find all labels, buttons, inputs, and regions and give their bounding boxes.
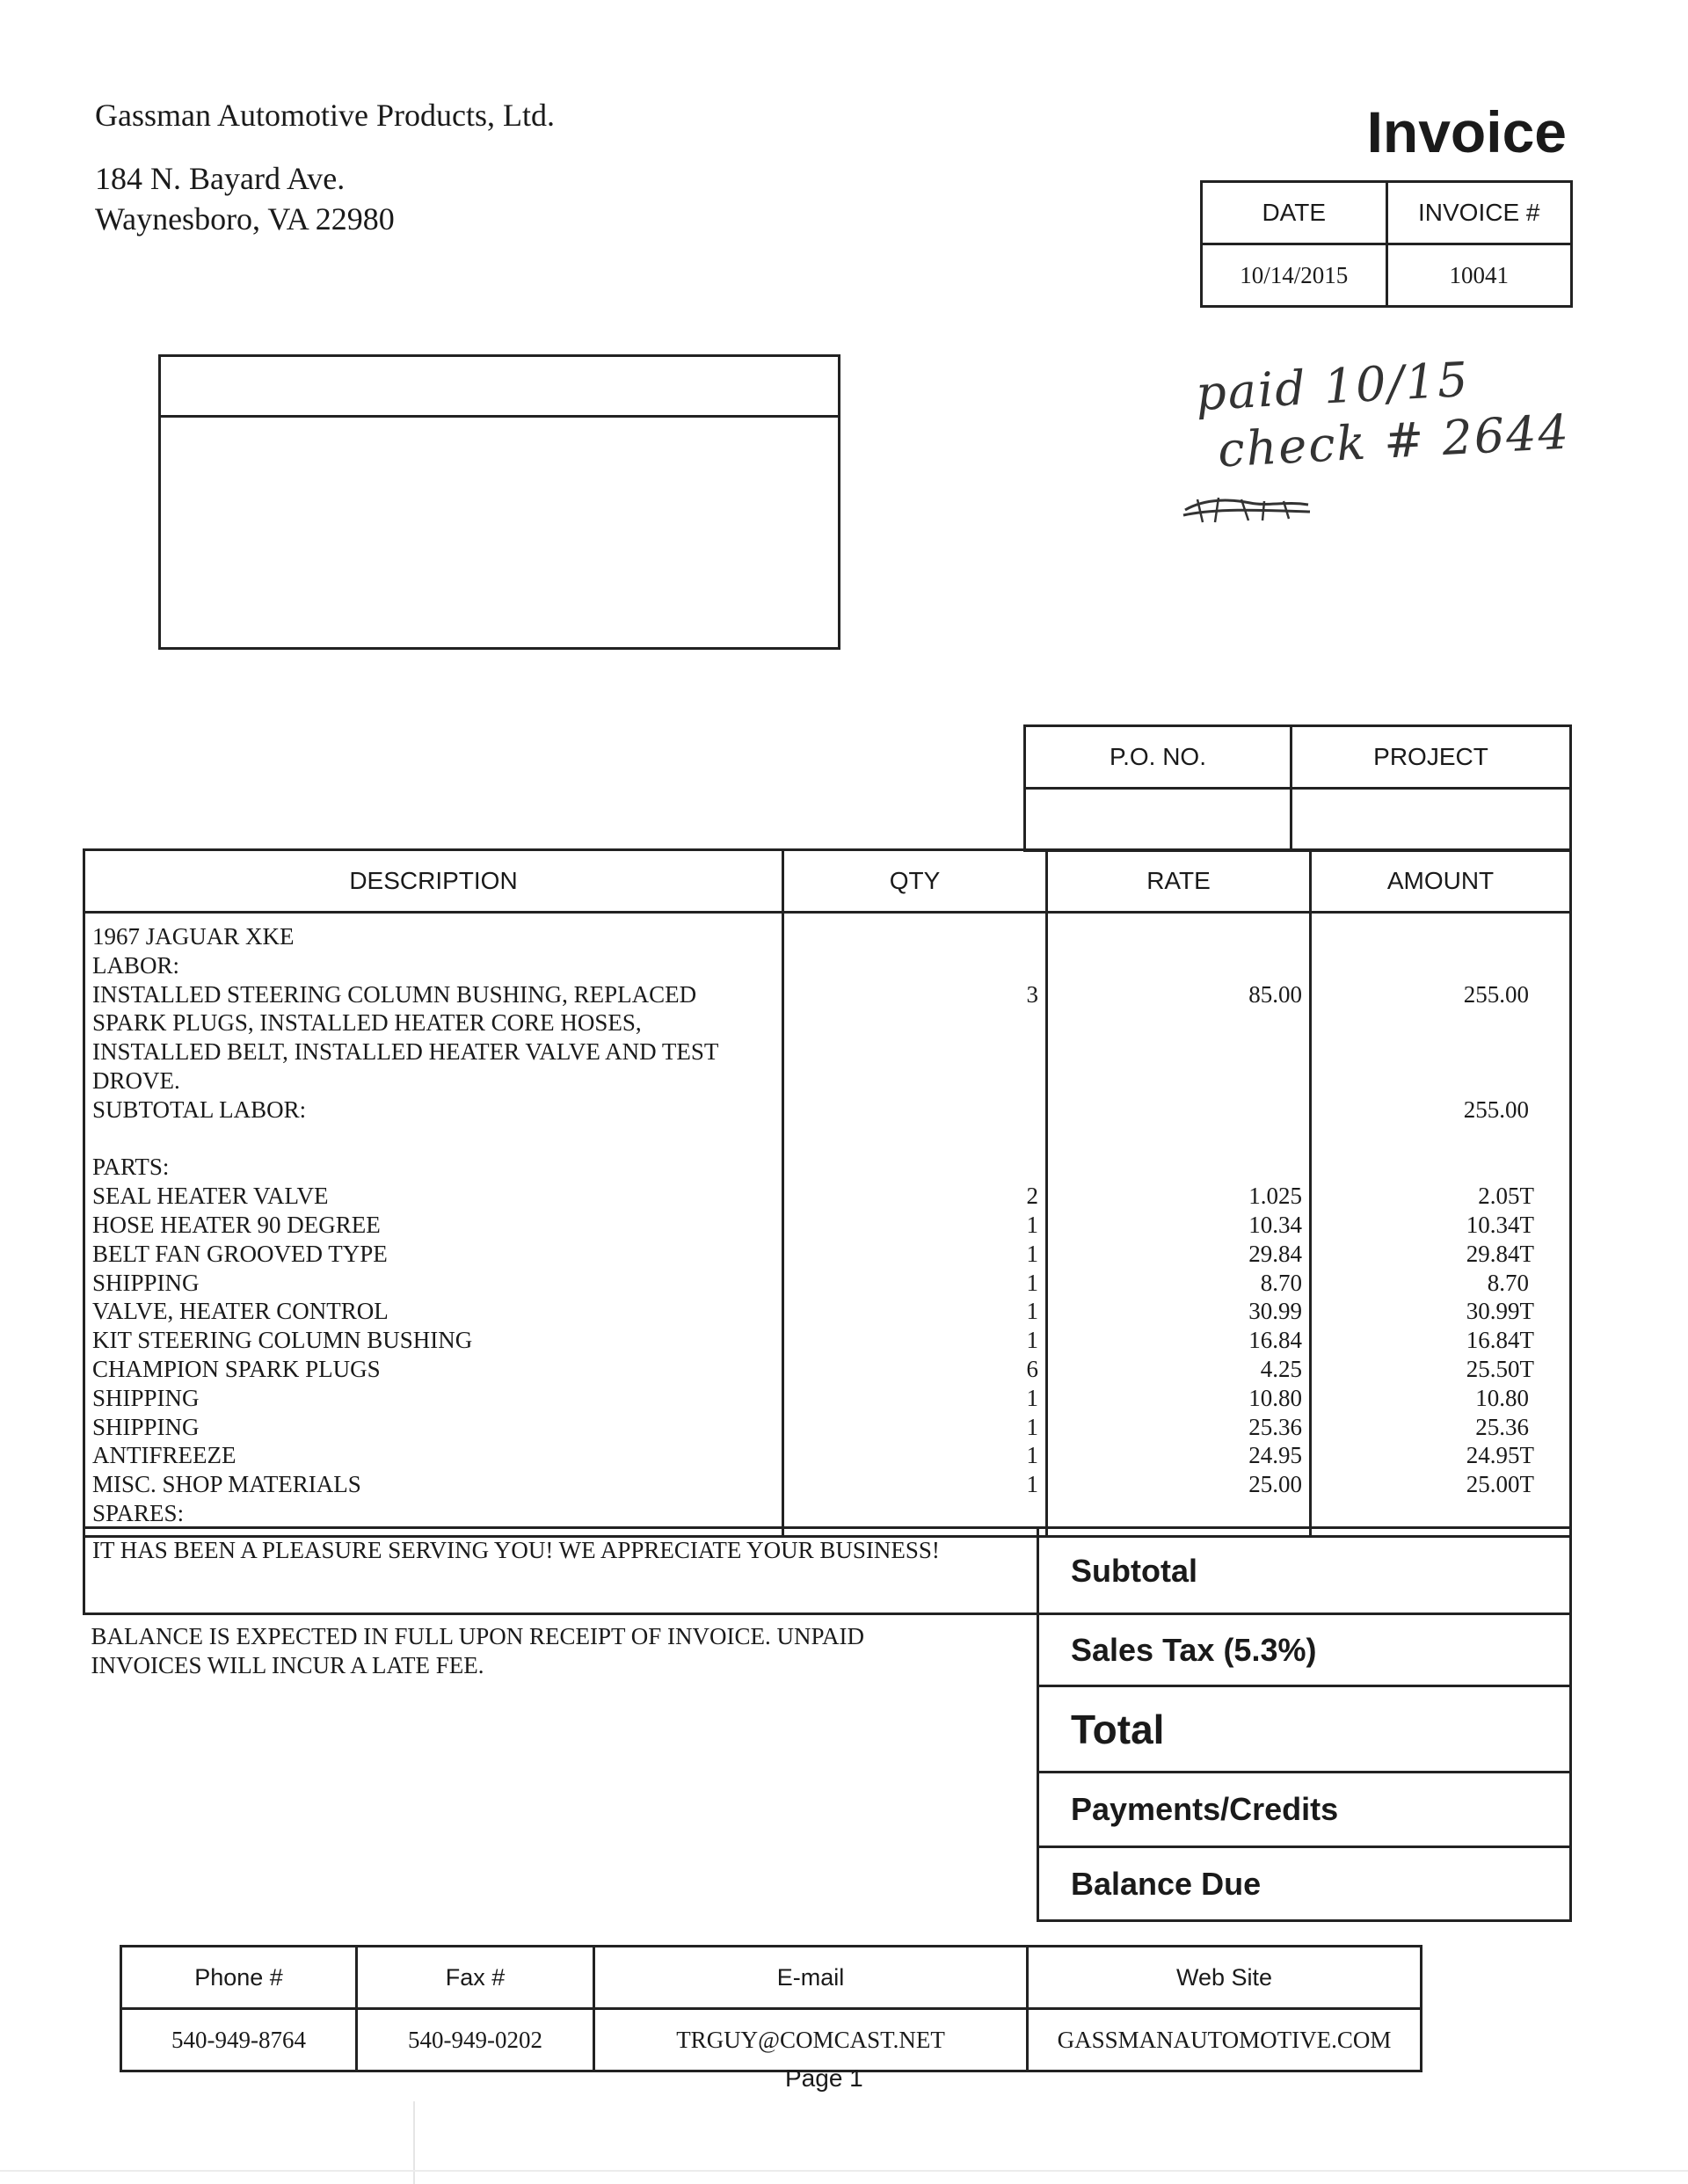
website-label: Web Site (1028, 1947, 1422, 2009)
item-desc-10: HOSE HEATER 90 DEGREE (92, 1211, 381, 1238)
item-desc-9: SEAL HEATER VALVE (92, 1183, 329, 1210)
invoice-title: Invoice (1366, 99, 1567, 164)
project-label: PROJECT (1291, 726, 1571, 789)
item-desc-2: INSTALLED STEERING COLUMN BUSHING, REPLACED (92, 980, 697, 1008)
date-label: DATE (1202, 182, 1387, 244)
item-qty-8 (784, 1153, 1045, 1182)
item-qty-18: 1 (1026, 1442, 1038, 1469)
item-amount-17: 25.36 (1475, 1413, 1529, 1440)
terms-line1: BALANCE IS EXPECTED IN FULL UPON RECEIPT OF INVOICE. UNPAID (91, 1623, 865, 1649)
item-rate-18: 24.95 (1248, 1442, 1302, 1469)
item-desc-6: SUBTOTAL LABOR: (92, 1096, 307, 1123)
bill-to-box (158, 354, 840, 650)
item-amount-2: 255.00 (1463, 980, 1529, 1008)
thank-you-note: IT HAS BEEN A PLEASURE SERVING YOU! WE APPRECIATE YOUR BUSINESS! (84, 1528, 1038, 1614)
item-desc-12: SHIPPING (92, 1269, 200, 1296)
description-header: DESCRIPTION (84, 850, 783, 913)
item-rate-14: 16.84 (1248, 1327, 1302, 1354)
item-qty-1 (784, 951, 1045, 980)
item-qty-12: 1 (1026, 1269, 1038, 1296)
item-rate-8 (1048, 1153, 1309, 1182)
subtotal-label: Subtotal (1038, 1528, 1571, 1614)
item-qty-10: 1 (1026, 1211, 1038, 1238)
item-qty-5 (784, 1067, 1045, 1096)
item-amount-7 (1312, 1125, 1569, 1154)
item-desc-13: VALVE, HEATER CONTROL (92, 1298, 389, 1325)
contact-box (120, 1945, 1422, 2072)
item-amount-16: 10.80 (1475, 1384, 1529, 1411)
item-rate-6 (1048, 1096, 1309, 1125)
item-amount-3 (1312, 1008, 1569, 1037)
rate-header: RATE (1047, 850, 1311, 913)
invoice-number: 10041 (1386, 244, 1572, 307)
item-amount-9: 2.05T (1478, 1183, 1534, 1210)
item-desc-19: MISC. SHOP MATERIALS (92, 1471, 361, 1498)
item-rate-1 (1048, 951, 1309, 980)
item-amount-12: 8.70 (1487, 1269, 1529, 1296)
item-qty-15: 6 (1026, 1355, 1038, 1382)
qty-header: QTY (783, 850, 1047, 913)
phone-value: 540-949-8764 (121, 2009, 357, 2071)
item-rate-7 (1048, 1125, 1309, 1154)
item-amount-15: 25.50T (1466, 1355, 1534, 1382)
handwritten-scribble (1180, 491, 1312, 526)
project-value (1291, 789, 1571, 851)
item-rate-20 (1048, 1499, 1309, 1528)
bill-to-divider (161, 415, 838, 418)
item-rate-15: 4.25 (1260, 1355, 1302, 1382)
company-address-line1: 184 N. Bayard Ave. (95, 161, 346, 196)
item-qty-11: 1 (1026, 1240, 1038, 1267)
total-label: Total (1038, 1686, 1571, 1773)
handwritten-check-note: check # 2644 (1216, 404, 1572, 478)
item-amount-20 (1312, 1499, 1569, 1528)
item-desc-18: ANTIFREEZE (92, 1442, 236, 1469)
item-amount-11: 29.84T (1466, 1240, 1534, 1267)
po-project-box (1023, 724, 1572, 852)
scan-bottom-edge (0, 2170, 1688, 2172)
summary-section (83, 1526, 1572, 1922)
item-amount-18: 24.95T (1466, 1442, 1534, 1469)
item-desc-14: KIT STEERING COLUMN BUSHING (92, 1327, 473, 1354)
item-qty-7 (784, 1125, 1045, 1154)
item-qty-14: 1 (1026, 1327, 1038, 1354)
item-rate-16: 10.80 (1248, 1384, 1302, 1411)
item-desc-17: SHIPPING (92, 1413, 200, 1440)
invoice-date: 10/14/2015 (1202, 244, 1387, 307)
rate-column (1047, 913, 1311, 1537)
payments-credits-label: Payments/Credits (1038, 1773, 1571, 1847)
item-desc-7 (85, 1125, 782, 1154)
item-amount-10: 10.34T (1466, 1211, 1534, 1238)
website-value: GASSMANAUTOMOTIVE.COM (1028, 2009, 1422, 2071)
item-amount-0 (1312, 922, 1569, 951)
email-label: E-mail (594, 1947, 1028, 2009)
item-qty-2: 3 (1026, 980, 1038, 1008)
email-value: TRGUY@COMCAST.NET (594, 2009, 1028, 2071)
item-rate-19: 25.00 (1248, 1471, 1302, 1498)
item-qty-19: 1 (1026, 1471, 1038, 1498)
terms-line2: INVOICES WILL INCUR A LATE FEE. (91, 1652, 484, 1678)
item-qty-4 (784, 1037, 1045, 1067)
sales-tax-label: Sales Tax (5.3%) (1038, 1614, 1571, 1686)
item-rate-17: 25.36 (1248, 1413, 1302, 1440)
item-rate-13: 30.99 (1248, 1298, 1302, 1325)
item-qty-13: 1 (1026, 1298, 1038, 1325)
item-rate-12: 8.70 (1260, 1269, 1302, 1296)
item-rate-11: 29.84 (1248, 1240, 1302, 1267)
po-number-value (1025, 789, 1291, 851)
item-amount-4 (1312, 1037, 1569, 1067)
amount-column (1311, 913, 1571, 1537)
fax-value: 540-949-0202 (357, 2009, 594, 2071)
item-qty-9: 2 (1026, 1183, 1038, 1210)
item-rate-5 (1048, 1067, 1309, 1096)
item-qty-3 (784, 1008, 1045, 1037)
payment-terms-note (84, 1614, 1038, 1921)
po-number-label: P.O. NO. (1025, 726, 1291, 789)
item-rate-3 (1048, 1008, 1309, 1037)
line-items-table (83, 848, 1572, 1538)
item-qty-16: 1 (1026, 1384, 1038, 1411)
item-rate-0 (1048, 922, 1309, 951)
item-amount-19: 25.00T (1466, 1471, 1534, 1498)
item-rate-10: 10.34 (1248, 1211, 1302, 1238)
fax-label: Fax # (357, 1947, 594, 2009)
handwritten-paid-note: paid 10/15 (1194, 351, 1471, 422)
balance-due-label: Balance Due (1038, 1847, 1571, 1921)
date-invoice-box (1200, 180, 1573, 308)
item-qty-6 (784, 1096, 1045, 1125)
item-desc-3: SPARK PLUGS, INSTALLED HEATER CORE HOSES, (92, 1009, 642, 1037)
item-desc-0: 1967 JAGUAR XKE (92, 923, 295, 950)
item-qty-20 (784, 1499, 1045, 1528)
item-desc-15: CHAMPION SPARK PLUGS (92, 1355, 381, 1382)
item-desc-5: DROVE. (92, 1067, 180, 1094)
item-amount-14: 16.84T (1466, 1327, 1534, 1354)
item-amount-1 (1312, 951, 1569, 980)
company-address-line2: Waynesboro, VA 22980 (95, 201, 395, 237)
item-qty-0 (784, 922, 1045, 951)
amount-header: AMOUNT (1311, 850, 1571, 913)
item-desc-8: PARTS: (92, 1154, 170, 1181)
invoice-number-label: INVOICE # (1386, 182, 1572, 244)
item-qty-17: 1 (1026, 1413, 1038, 1440)
item-amount-6: 255.00 (1463, 1096, 1529, 1123)
item-rate-9: 1.025 (1248, 1183, 1302, 1210)
page-number: Page 1 (785, 2064, 863, 2092)
company-name: Gassman Automotive Products, Ltd. (95, 98, 555, 133)
item-amount-13: 30.99T (1466, 1298, 1534, 1325)
item-desc-11: BELT FAN GROOVED TYPE (92, 1240, 388, 1267)
item-desc-20: SPARES: (92, 1499, 185, 1526)
qty-column (783, 913, 1047, 1537)
phone-label: Phone # (121, 1947, 357, 2009)
item-amount-8 (1312, 1153, 1569, 1182)
item-desc-16: SHIPPING (92, 1384, 200, 1411)
item-amount-5 (1312, 1067, 1569, 1096)
item-desc-1: LABOR: (92, 951, 180, 979)
description-column (84, 913, 783, 1537)
item-desc-4: INSTALLED BELT, INSTALLED HEATER VALVE AND TEST (92, 1038, 719, 1066)
item-rate-4 (1048, 1037, 1309, 1067)
item-rate-2: 85.00 (1248, 980, 1302, 1008)
